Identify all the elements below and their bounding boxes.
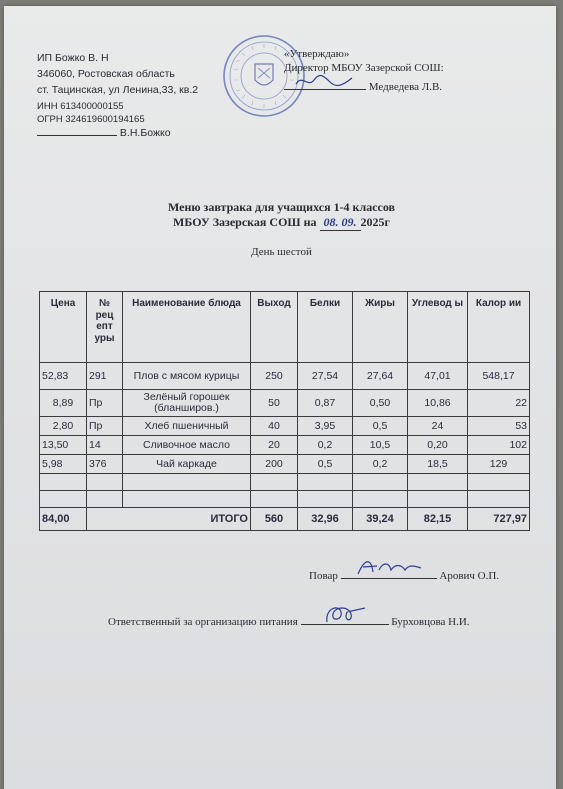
- total-fat: 39,24: [353, 508, 408, 531]
- cell-fat: 10,5: [353, 436, 408, 455]
- empty-cell: [40, 491, 87, 508]
- cell-dish: Зелёный горошек (бланширов.): [123, 390, 251, 417]
- school-name: МБОУ Зазерская СОШ на: [173, 215, 317, 229]
- header-protein: Белки: [298, 292, 353, 363]
- company-signer-name: В.Н.Божко: [119, 127, 171, 139]
- total-carbs: 82,15: [408, 508, 468, 531]
- approve-label: «Утверждаю»: [284, 48, 350, 60]
- cell-output: 40: [251, 417, 298, 436]
- menu-year: 2025г: [360, 215, 390, 229]
- cell-carbs: 18,5: [408, 455, 468, 474]
- cell-calories: 548,17: [468, 363, 530, 390]
- menu-title-line2: [0, 215, 563, 231]
- responsible-label: Ответственный за организацию питания: [108, 616, 298, 628]
- empty-cell: [123, 491, 251, 508]
- cell-output: 50: [251, 390, 298, 417]
- cook-signature-icon: [355, 556, 425, 578]
- cell-recipe: 291: [87, 363, 123, 390]
- cell-protein: 0,5: [298, 455, 353, 474]
- empty-cell: [468, 491, 530, 508]
- cell-carbs: 0,20: [408, 436, 468, 455]
- cell-recipe: Пр: [87, 390, 123, 417]
- cell-output: 250: [251, 363, 298, 390]
- director-signature-icon: [294, 72, 354, 90]
- cell-calories: 22: [468, 390, 530, 417]
- empty-cell: [123, 474, 251, 491]
- header-fat: Жиры: [353, 292, 408, 363]
- cook-signature-block: [309, 566, 499, 582]
- cell-calories: 53: [468, 417, 530, 436]
- cook-label: Повар: [309, 570, 338, 582]
- cook-name: Арович О.П.: [439, 570, 500, 582]
- cell-protein: 3,95: [298, 417, 353, 436]
- header-dish-name: Наименование блюда: [123, 292, 251, 363]
- header-output: Выход: [251, 292, 298, 363]
- director-signer: [284, 78, 442, 93]
- cell-output: 200: [251, 455, 298, 474]
- total-output: 560: [251, 508, 298, 531]
- table-row: [40, 455, 530, 474]
- cell-protein: 0,87: [298, 390, 353, 417]
- empty-cell: [251, 491, 298, 508]
- header-price: Цена: [40, 292, 87, 363]
- cell-carbs: 47,01: [408, 363, 468, 390]
- empty-cell: [87, 474, 123, 491]
- empty-cell: [251, 474, 298, 491]
- cell-fat: 0,2: [353, 455, 408, 474]
- table-header-row: [40, 292, 530, 363]
- cell-dish: Чай каркаде: [123, 455, 251, 474]
- cell-price: 5,98: [40, 455, 87, 474]
- cell-recipe: 376: [87, 455, 123, 474]
- table-total-row: [40, 508, 530, 531]
- menu-date: [320, 215, 361, 231]
- empty-cell: [468, 474, 530, 491]
- cell-calories: 102: [468, 436, 530, 455]
- company-signer: [37, 124, 171, 139]
- empty-cell: [353, 474, 408, 491]
- responsible-signature-line: [301, 612, 389, 625]
- cell-output: 20: [251, 436, 298, 455]
- cell-price: 2,80: [40, 417, 87, 436]
- cell-price: 8,89: [40, 390, 87, 417]
- cell-recipe: 14: [87, 436, 123, 455]
- menu-day: День шестой: [251, 246, 312, 258]
- table-row: [40, 417, 530, 436]
- table-row-empty: [40, 491, 530, 508]
- header-carbs: Углевод ы: [408, 292, 468, 363]
- table-row: [40, 363, 530, 390]
- cell-protein: 27,54: [298, 363, 353, 390]
- cell-fat: 0,5: [353, 417, 408, 436]
- company-ogrn: ОГРН 324619600194165: [37, 114, 145, 125]
- table-row: [40, 390, 530, 417]
- director-signature-line: [284, 78, 366, 90]
- total-label: ИТОГО: [87, 508, 251, 531]
- table-row: [40, 436, 530, 455]
- cell-dish: Плов с мясом курицы: [123, 363, 251, 390]
- company-name: ИП Божко В. Н: [37, 52, 109, 64]
- menu-title-line1: Меню завтрака для учащихся 1-4 классов: [167, 200, 396, 214]
- empty-cell: [353, 491, 408, 508]
- menu-date-handwritten: 08. 09.: [323, 215, 357, 229]
- director-position: Директор МБОУ Зазерской СОШ:: [284, 62, 444, 74]
- responsible-signature-block: [108, 612, 470, 628]
- cell-price: 52,83: [40, 363, 87, 390]
- company-inn: ИНН 613400000155: [37, 101, 124, 112]
- header-calories: Калор ии: [468, 292, 530, 363]
- company-address-line2: ст. Тацинская, ул Ленина,33, кв.2: [37, 84, 199, 96]
- cell-fat: 0,50: [353, 390, 408, 417]
- cell-calories: 129: [468, 455, 530, 474]
- cell-fat: 27,64: [353, 363, 408, 390]
- table-row-empty: [40, 474, 530, 491]
- empty-cell: [408, 474, 468, 491]
- header-recipe-number: № рец епт уры: [87, 292, 123, 363]
- responsible-name: Бурховцова Н.И.: [391, 616, 470, 628]
- document-page: [4, 6, 556, 789]
- empty-cell: [408, 491, 468, 508]
- cell-dish: Сливочное масло: [123, 436, 251, 455]
- cell-price: 13,50: [40, 436, 87, 455]
- cook-signature-line: [341, 566, 437, 579]
- empty-cell: [87, 491, 123, 508]
- responsible-signature-icon: [321, 602, 371, 626]
- signature-line: [37, 124, 117, 136]
- empty-cell: [298, 474, 353, 491]
- menu-table: [39, 291, 530, 531]
- empty-cell: [40, 474, 87, 491]
- cell-carbs: 24: [408, 417, 468, 436]
- cell-protein: 0,2: [298, 436, 353, 455]
- company-address-line1: 346060, Ростовская область: [37, 68, 175, 80]
- total-calories: 727,97: [468, 508, 530, 531]
- director-name: Медведева Л.В.: [368, 81, 443, 93]
- total-price: 84,00: [40, 508, 87, 531]
- empty-cell: [298, 491, 353, 508]
- cell-dish: Хлеб пшеничный: [123, 417, 251, 436]
- cell-carbs: 10,86: [408, 390, 468, 417]
- total-protein: 32,96: [298, 508, 353, 531]
- cell-recipe: Пр: [87, 417, 123, 436]
